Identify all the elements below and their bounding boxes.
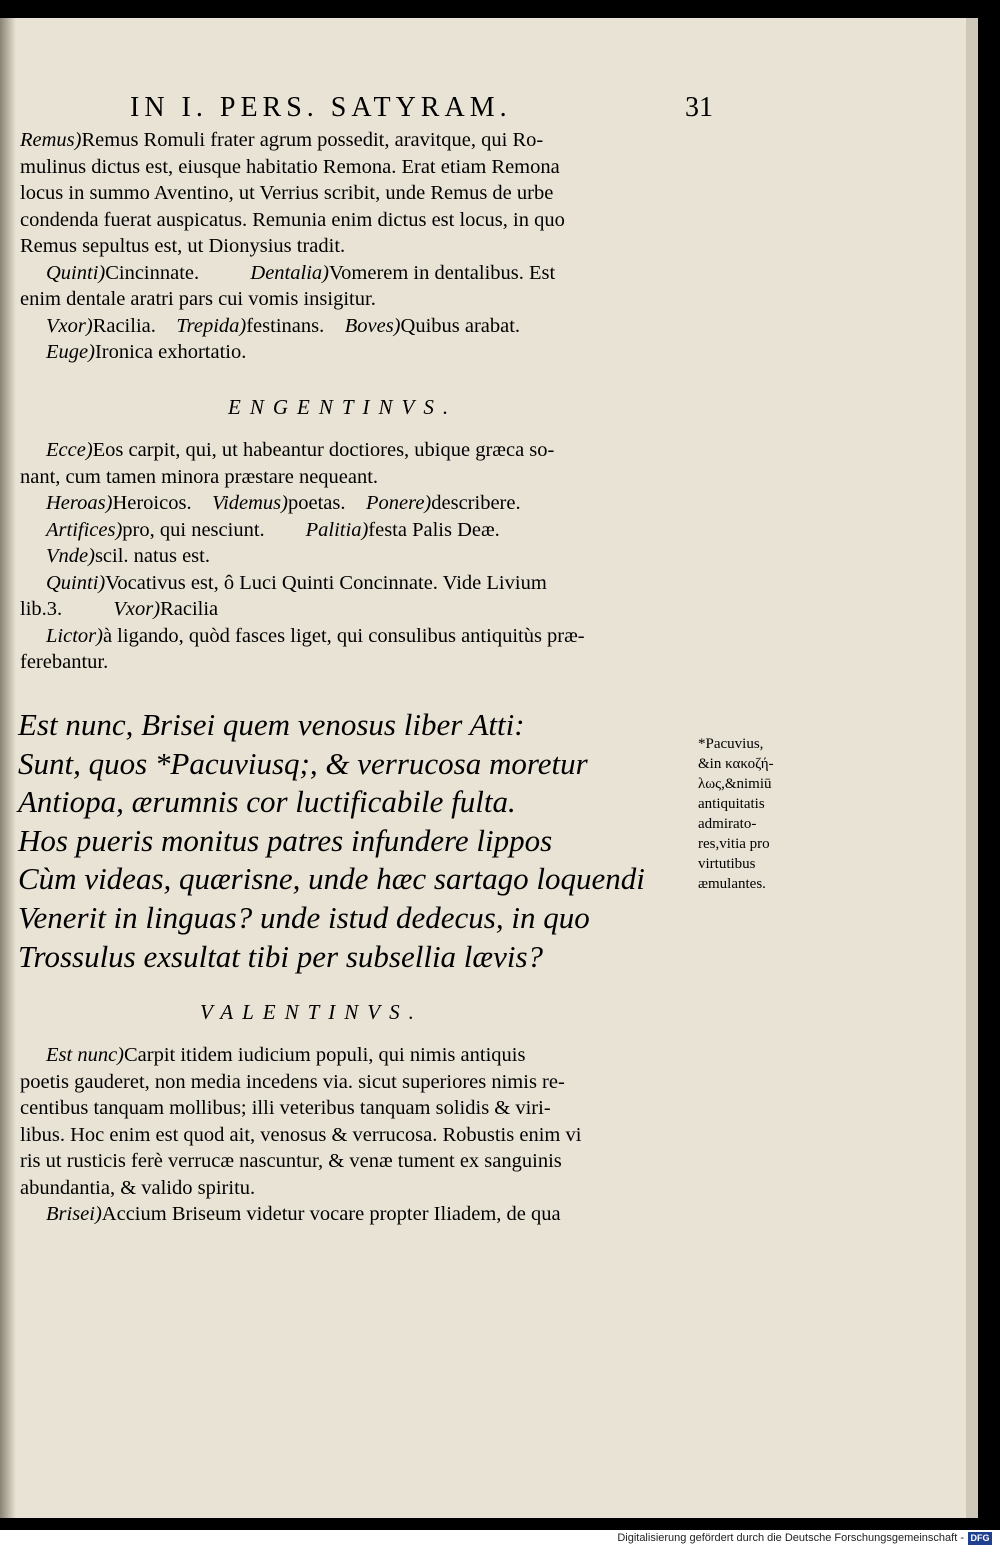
verse-line: Trossulus exsultat tibi per subsellia lævis? — [18, 938, 544, 974]
satire-verse — [18, 706, 658, 976]
text-line: Remus)Remus Romuli frater agrum possedit, aravitque, qui Ro- — [20, 129, 544, 151]
text-line: nant, cum tamen minora præstare nequeant. — [20, 465, 379, 488]
margin-note-line: &in κακοζή- — [698, 756, 774, 772]
text-line: lib.3. Vxor)Racilia — [20, 598, 219, 620]
running-header — [130, 92, 713, 124]
commentary-section-1 — [20, 127, 710, 366]
dfg-logo: DFG — [968, 1532, 992, 1545]
margin-note-line: λως,&nimiū — [698, 776, 772, 792]
text-line: Lictor)à ligando, quòd fasces liget, qui consulibus antiquitùs præ- — [46, 624, 585, 647]
commentary-section-3 — [20, 1042, 710, 1228]
text-line: Est nunc)Carpit itidem iudicium populi, qui nimis antiquis — [46, 1044, 526, 1066]
text-line: Remus sepultus est, ut Dionysius tradit. — [20, 235, 346, 257]
running-title: IN I. PERS. SATYRAM. — [130, 92, 512, 123]
text-line: centibus tanquam mollibus; illi veteribus tanquam solidis & viri- — [20, 1097, 551, 1119]
text-line: Artifices)pro, qui nesciunt. Palitia)festa Palis Deæ. — [46, 518, 500, 541]
section-heading-valentinus: VALENTINVS. — [200, 1000, 423, 1024]
text-line: ris ut rusticis ferè verrucæ nascuntur, & venæ tument ex sanguinis — [20, 1150, 562, 1172]
verse-line: Antiopa, ærumnis cor luctificabile fulta. — [18, 784, 516, 820]
commentary-section-2 — [20, 437, 710, 676]
text-line: ferebantur. — [20, 651, 109, 673]
margin-note-line: æmulantes. — [698, 876, 766, 892]
page-number: 31 — [685, 92, 713, 123]
text-line: Vxor)Racilia. Trepida)festinans. Boves)Quibus arabat. — [46, 314, 521, 337]
text-line: Vnde)scil. natus est. — [46, 545, 210, 567]
text-line: Brisei)Accium Briseum videtur vocare propter Iliadem, de qua — [46, 1203, 561, 1225]
verse-line: Venerit in linguas? unde istud dedecus, in quo — [18, 899, 590, 935]
text-line: abundantia, & valido spiritu. — [20, 1176, 256, 1199]
verse-line: Sunt, quos *Pacuviusq;, & verrucosa moretur — [18, 745, 588, 781]
text-line: Euge)Ironica exhortatio. — [46, 341, 247, 363]
page-gutter-shadow — [0, 18, 16, 1518]
text-line: Ecce)Eos carpit, qui, ut habeantur doctiores, ubique græca so- — [46, 439, 555, 461]
text-line: enim dentale aratri pars cui vomis insigitur. — [20, 288, 376, 310]
text-line: libus. Hoc enim est quod ait, venosus & verrucosa. Robustis enim vi — [20, 1123, 582, 1146]
section-heading-engentinus: ENGENTINVS. — [228, 395, 458, 419]
page-edge — [966, 18, 978, 1518]
text-line: Quinti)Vocativus est, ô Luci Quinti Concinnate. Vide Livium — [46, 571, 547, 594]
margin-note-line: *Pacuvius, — [698, 736, 764, 752]
margin-note-line: res,vitia pro — [698, 836, 770, 852]
margin-note — [698, 734, 818, 894]
verse-line: Est nunc, Brisei quem venosus liber Atti: — [18, 707, 525, 742]
verse-line: Hos pueris monitus patres infundere lippos — [18, 822, 553, 858]
text-line: condenda fuerat auspicatus. Remunia enim dictus est locus, in quo — [20, 208, 565, 231]
margin-note-line: virtutibus — [698, 856, 756, 872]
margin-note-line: antiquitatis — [698, 796, 765, 812]
text-line: poetis gauderet, non media incedens via. sicut superiores nimis re- — [20, 1070, 565, 1093]
text-line: locus in summo Aventino, ut Verrius scribit, unde Remus de urbe — [20, 182, 554, 204]
funding-credit: Digitalisierung gefördert durch die Deutsche Forschungsgemeinschaft - — [617, 1532, 964, 1544]
text-line: Quinti)Cincinnate. Dentalia)Vomerem in dentalibus. Est — [46, 261, 556, 284]
margin-note-line: admirato- — [698, 816, 757, 832]
text-line: mulinus dictus est, eiusque habitatio Remona. Erat etiam Remona — [20, 155, 560, 178]
verse-line: Cùm videas, quærisne, unde hæc sartago loquendi — [18, 861, 645, 897]
text-line: Heroas)Heroicos. Videmus)poetas. Ponere)describere. — [46, 492, 521, 514]
